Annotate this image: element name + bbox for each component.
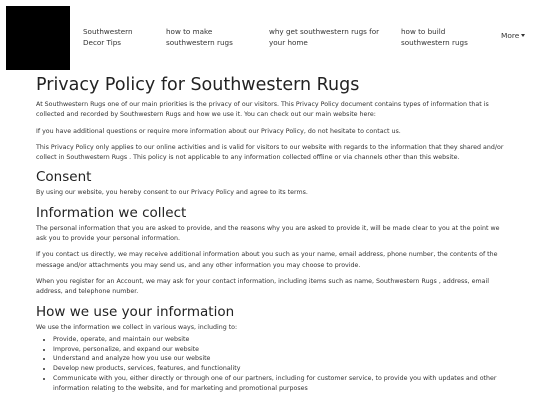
list-item: • Communicate with you, either directly or through one of our partners, including for customer service, to provide you with updates and other information relating to the website, and for marketing and promotional purposes <box>53 374 506 394</box>
info-use-intro: We use the information we collect in various ways, including to: <box>36 323 238 331</box>
intro-paragraph: If you have additional questions or require more information about our Privacy Policy, do not hesitate to contact us. <box>36 127 401 135</box>
caret-down-icon <box>521 34 525 37</box>
info-collect-heading: Information we collect <box>36 204 187 221</box>
nav-link-line: how to make <box>166 27 213 36</box>
nav-link-line: southwestern rugs <box>166 38 233 47</box>
nav-link-line: your home <box>269 38 308 47</box>
nav-link-southwestern-decor-tips[interactable] <box>83 26 133 48</box>
consent-heading: Consent <box>36 169 92 186</box>
intro-paragraph: This Privacy Policy only applies to our online activities and is valid for visitors to our website with regards to the information that they shared and/or collect in Southwestern Rugs . This policy is not applicable to any information collected offline or via channels other than this website. <box>36 143 504 162</box>
info-collect-paragraph: If you contact us directly, we may receive additional information about you such as your name, email address, phone number, the contents of the message and/or attachments you may send us, and any other information you may choose to provide. <box>36 251 498 269</box>
nav-link-line: Decor Tips <box>83 38 122 47</box>
consent-paragraph: By using our website, you hereby consent to our Privacy Policy and agree to its terms. <box>36 189 308 197</box>
nav-link-line: southwestern rugs <box>401 38 468 47</box>
info-collect-paragraph: When you register for an Account, we may ask for your contact information, including items such as name, Southwestern Rugs , address, email address, and telephone number. <box>36 277 489 296</box>
info-collect-paragraph: The personal information that you are asked to provide, and the reasons why you are asked to provide it, will be made clear to you at the point we ask you to provide your personal information. <box>36 224 500 243</box>
info-use-heading: How we use your information <box>36 303 235 320</box>
nav-link-how-to-build[interactable] <box>401 26 468 48</box>
info-use-list <box>36 335 506 394</box>
more-dropdown[interactable] <box>501 31 525 40</box>
list-item: • Understand and analyze how you use our website <box>53 354 506 364</box>
intro-paragraph: At Southwestern Rugs one of our main priorities is the privacy of our visitors. This Privacy Policy document contains types of information that is collected and recorded by Southwestern Rugs and how we use it. You can check out our main website here: <box>36 101 489 119</box>
nav-link-line: how to build <box>401 27 446 36</box>
nav-link-line: why get southwestern rugs for <box>269 27 380 36</box>
list-item: • Develop new products, services, features, and functionality <box>53 364 506 374</box>
top-navigation <box>0 0 540 72</box>
list-item: • Provide, operate, and maintain our website <box>53 335 506 345</box>
more-label: More <box>501 31 520 40</box>
main-content <box>36 72 506 394</box>
nav-link-how-to-make[interactable] <box>166 26 233 48</box>
site-logo[interactable] <box>6 6 70 70</box>
list-item: • Improve, personalize, and expand our website <box>53 345 506 355</box>
page-title: Privacy Policy for Southwestern Rugs <box>36 75 360 95</box>
nav-link-why-get[interactable] <box>269 26 379 48</box>
nav-link-line: Southwestern <box>83 27 133 36</box>
